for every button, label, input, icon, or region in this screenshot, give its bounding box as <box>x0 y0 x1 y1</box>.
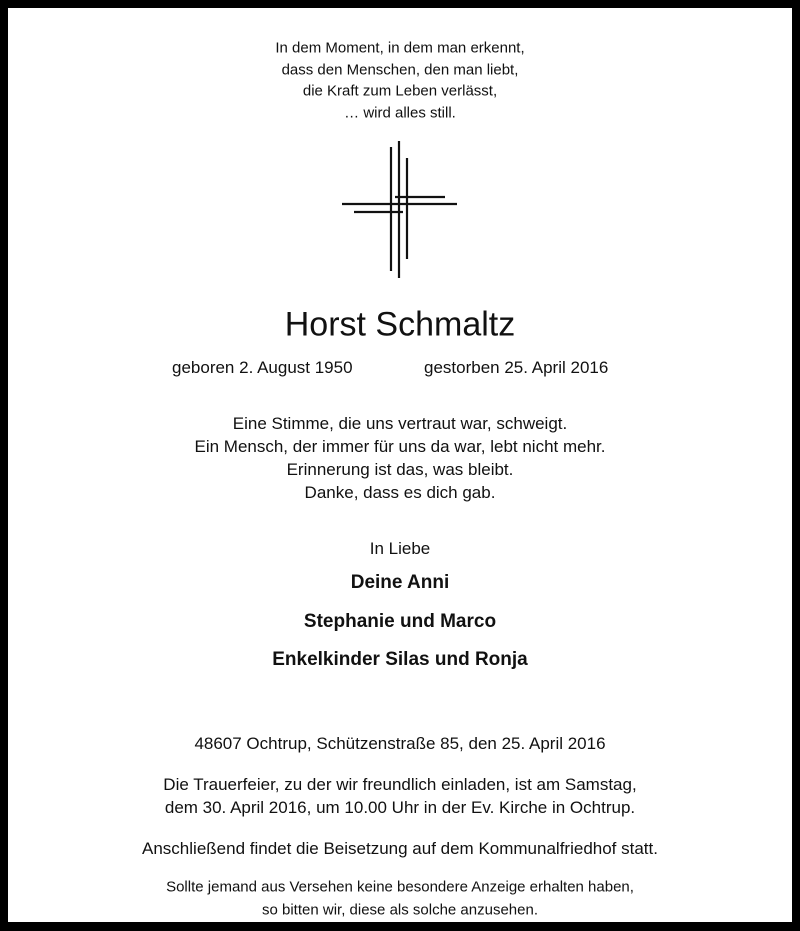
mourner: Enkelkinder Silas und Ronja <box>272 649 528 670</box>
note-line: Sollte jemand aus Versehen keine besondere Anzeige erhalten haben, <box>166 878 634 896</box>
intro-poem-line: In dem Moment, in dem man erkennt, <box>275 39 525 57</box>
verse-line: Erinnerung ist das, was bleibt. <box>286 460 514 479</box>
burial-line: Anschließend findet die Beisetzung auf dem Kommunalfriedhof statt. <box>142 839 658 858</box>
verse-line: Eine Stimme, die uns vertraut war, schweigt. <box>232 414 568 433</box>
in-love-label: In Liebe <box>369 539 431 558</box>
mourner: Deine Anni <box>350 572 450 593</box>
death-date: gestorben 25. April 2016 <box>424 358 609 377</box>
intro-poem-line: … wird alles still. <box>344 104 456 122</box>
address-line: 48607 Ochtrup, Schützenstraße 85, den 25. April 2016 <box>194 734 606 753</box>
funeral-line: Die Trauerfeier, zu der wir freundlich einladen, ist am Samstag, <box>163 775 637 794</box>
birth-date: geboren 2. August 1950 <box>172 358 353 377</box>
verse-line: Danke, dass es dich gab. <box>304 483 496 502</box>
intro-poem-line: dass den Menschen, den man liebt, <box>281 61 519 79</box>
deceased-name: Horst Schmaltz <box>284 305 516 344</box>
verse-line: Ein Mensch, der immer für uns da war, lebt nicht mehr. <box>194 437 606 456</box>
intro-poem-line: die Kraft zum Leben verlässt, <box>302 82 498 100</box>
funeral-line: dem 30. April 2016, um 10.00 Uhr in der Ev. Kirche in Ochtrup. <box>164 798 636 817</box>
note-line: so bitten wir, diese als solche anzusehen. <box>262 901 538 919</box>
cross-icon <box>8 8 792 308</box>
obituary-notice <box>8 8 792 922</box>
mourner: Stephanie und Marco <box>303 611 497 632</box>
